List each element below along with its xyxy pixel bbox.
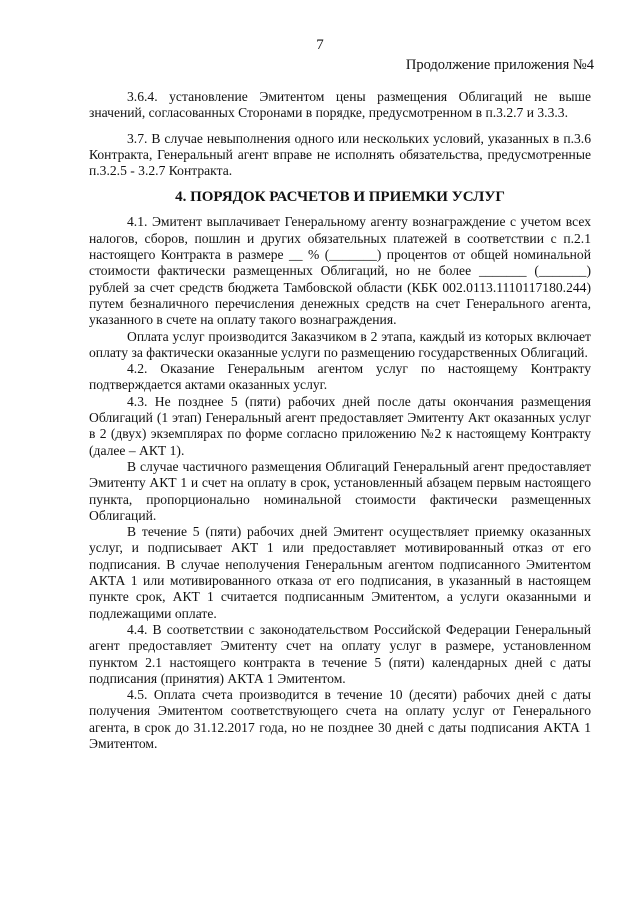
paragraph-4-5: 4.5. Оплата счета производится в течение 10 (десяти) рабочих дней с даты получения Эмитентом соответствующего счета на оплату услуг от Генерального агента, в срок до 31.12.2017 года, но не позднее 30 дней с даты подписания АКТА 1 Эмитентом. <box>89 687 591 751</box>
paragraph-3-7: 3.7. В случае невыполнения одного или нескольких условий, указанных в п.3.6 Контракта, Генеральный агент вправе не исполнять обязательства, предусмотренные п.3.2.5 - 3.2.7 Контракта. <box>89 130 591 179</box>
section-title: 4. ПОРЯДОК РАСЧЕТОВ И ПРИЕМКИ УСЛУГ <box>175 189 505 206</box>
appendix-continuation-label: Продолжение приложения №4 <box>405 57 594 73</box>
paragraph-payment-stages: Оплата услуг производится Заказчиком в 2 этапа, каждый из которых включает оплату за фактически оказанные услуги по размещению государственных Облигаций. <box>89 328 591 360</box>
document-body <box>89 89 591 752</box>
paragraph-4-4: 4.4. В соответствии с законодательством Российской Федерации Генеральный агент предоставляет Эмитенту счет на оплату услуг в размере, установленном пунктом 2.1 настоящего контракта в течение 5 (пяти) календарных дней с даты подписания (принятия) АКТА 1 Эмитентом. <box>89 621 591 686</box>
paragraph-acceptance: В течение 5 (пяти) рабочих дней Эмитент осуществляет приемку оказанных услуг, и подписывает АКТ 1 или предоставляет мотивированный отказ от его подписания. В случае неполучения Генеральным агентом подписанного Эмитентом АКТА 1 или мотивированного отказа от его подписания, в указанный в настоящем пункте срок, АКТ 1 считается подписанным Эмитентом, а услуги оказанными и подлежащими оплате. <box>89 524 591 621</box>
paragraph-4-2: 4.2. Оказание Генеральным агентом услуг по настоящему Контракту подтверждается актами оказанных услуг. <box>89 361 591 393</box>
paragraph-4-3: 4.3. Не позднее 5 (пяти) рабочих дней после даты окончания размещения Облигаций (1 этап) Генеральный агент предоставляет Эмитенту Акт оказанных услуг в 2 (двух) экземплярах по форме согласно приложению №2 к настоящему Контракту (далее – АКТ 1). <box>89 393 591 458</box>
paragraph-3-6-4: 3.6.4. установление Эмитентом цены размещения Облигаций не выше значений, согласованных Сторонами в порядке, предусмотренном в п.3.2.7 и 3.3.3. <box>89 89 591 121</box>
paragraph-partial-placement: В случае частичного размещения Облигаций Генеральный агент предоставляет Эмитенту АКТ 1 и счет на оплату в срок, установленный абзацем первым настоящего пункта, пропорционально номинальной стоимости фактически размещенных Облигаций. <box>89 458 591 523</box>
page-number: 7 <box>316 37 324 53</box>
paragraph-4-1: 4.1. Эмитент выплачивает Генеральному агенту вознаграждение с учетом всех налогов, сборов, пошлин и других обязательных платежей в соответствии с п.2.1 настоящего Контракта в размере __ % (_______) процентов от общей номинальной стоимости фактически размещенных Облигаций, но не более _______ (_______) рублей за счет средств бюджета Тамбовской области (КБК 002.0113.1110117180.244) путем безналичного перечисления денежных средств на счет Генерального агента, указанного в счете на оплату такого вознаграждения. <box>89 214 591 328</box>
